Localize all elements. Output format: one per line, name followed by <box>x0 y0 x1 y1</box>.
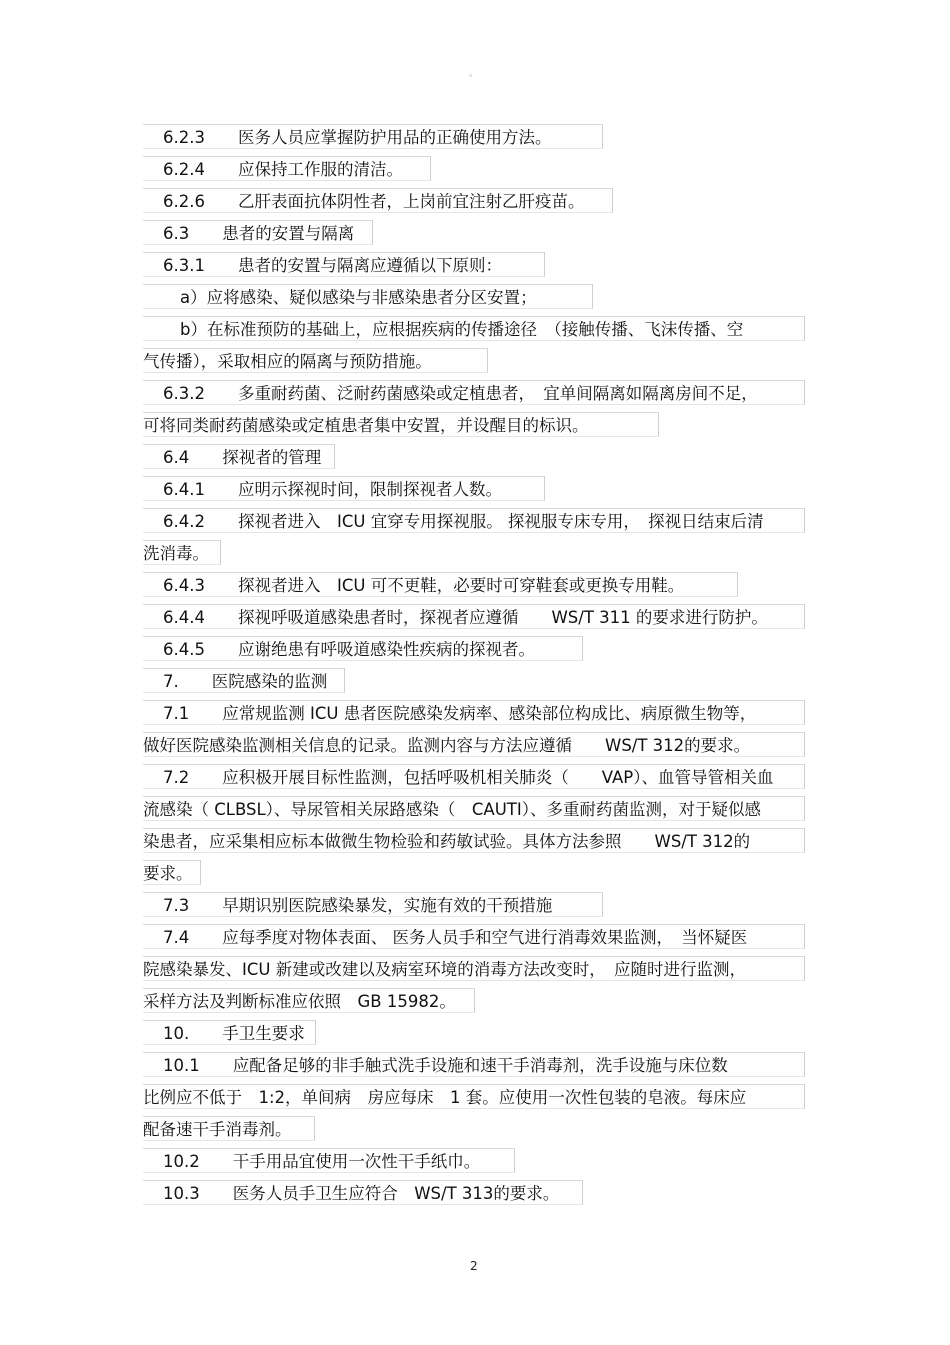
text-line: 6.2.6 乙肝表面抗体阴性者，上岗前宜注射乙肝疫苗。 <box>143 188 613 213</box>
text-line: 染患者，应采集相应标本做微生物检验和药敏试验。具体方法参照 WS/T 312的 <box>143 828 805 853</box>
text-line: 流感染（ CLBSL）、导尿管相关尿路感染（ CAUTI）、多重耐药菌监测，对于疑似感 <box>143 796 805 821</box>
text-line: 7.2 应积极开展目标性监测，包括呼吸机相关肺炎（ VAP）、血管导管相关血 <box>143 764 805 789</box>
header-mark: 。 <box>469 69 479 79</box>
text-line: b）在标准预防的基础上，应根据疾病的传播途径 （接触传播、飞沫传播、空 <box>143 316 805 341</box>
text-line: 采样方法及判断标准应依照 GB 15982。 <box>143 988 475 1013</box>
text-line: 10.1 应配备足够的非手触式洗手设施和速干手消毒剂，洗手设施与床位数 <box>143 1052 805 1077</box>
text-line: a）应将感染、疑似感染与非感染患者分区安置； <box>143 284 593 309</box>
text-line: 配备速干手消毒剂。 <box>143 1116 315 1141</box>
text-line: 做好医院感染监测相关信息的记录。监测内容与方法应遵循 WS/T 312的要求。 <box>143 732 805 757</box>
text-line: 6.4.3 探视者进入 ICU 可不更鞋，必要时可穿鞋套或更换专用鞋。 <box>143 572 738 597</box>
text-line: 7.4 应每季度对物体表面、 医务人员手和空气进行消毒效果监测， 当怀疑医 <box>143 924 805 949</box>
text-line: 7.1 应常规监测 ICU 患者医院感染发病率、感染部位构成比、病原微生物等， <box>143 700 805 725</box>
text-line: 气传播），采取相应的隔离与预防措施。 <box>143 348 488 373</box>
text-line: 洗消毒。 <box>143 540 221 565</box>
section-heading: 6.4 探视者的管理 <box>143 444 335 469</box>
text-line: 6.4.2 探视者进入 ICU 宜穿专用探视服。 探视服专床专用， 探视日结束后清 <box>143 508 805 533</box>
text-line: 6.4.1 应明示探视时间，限制探视者人数。 <box>143 476 545 501</box>
text-line: 6.2.3 医务人员应掌握防护用品的正确使用方法。 <box>143 124 603 149</box>
text-line: 6.3.1 患者的安置与隔离应遵循以下原则： <box>143 252 545 277</box>
text-line: 可将同类耐药菌感染或定植患者集中安置，并设醒目的标识。 <box>143 412 659 437</box>
text-line: 6.2.4 应保持工作服的清洁。 <box>143 156 431 181</box>
text-line: 7.3 早期识别医院感染暴发，实施有效的干预措施 <box>143 892 603 917</box>
section-heading: 10. 手卫生要求 <box>143 1020 316 1045</box>
page-number: 2 <box>470 1259 478 1273</box>
text-line: 6.4.5 应谢绝患有呼吸道感染性疾病的探视者。 <box>143 636 583 661</box>
text-line: 6.4.4 探视呼吸道感染患者时，探视者应遵循 WS/T 311 的要求进行防护。 <box>143 604 805 629</box>
text-line: 10.2 干手用品宜使用一次性干手纸巾。 <box>143 1148 515 1173</box>
text-line: 比例应不低于 1:2，单间病 房应每床 1 套。应使用一次性包装的皂液。每床应 <box>143 1084 805 1109</box>
text-line: 院感染暴发、ICU 新建或改建以及病室环境的消毒方法改变时， 应随时进行监测， <box>143 956 805 981</box>
text-line: 要求。 <box>143 860 201 885</box>
section-heading: 6.3 患者的安置与隔离 <box>143 220 373 245</box>
section-heading: 7. 医院感染的监测 <box>143 668 345 693</box>
text-line: 6.3.2 多重耐药菌、泛耐药菌感染或定植患者， 宜单间隔离如隔离房间不足， <box>143 380 805 405</box>
text-line: 10.3 医务人员手卫生应符合 WS/T 313的要求。 <box>143 1180 583 1205</box>
